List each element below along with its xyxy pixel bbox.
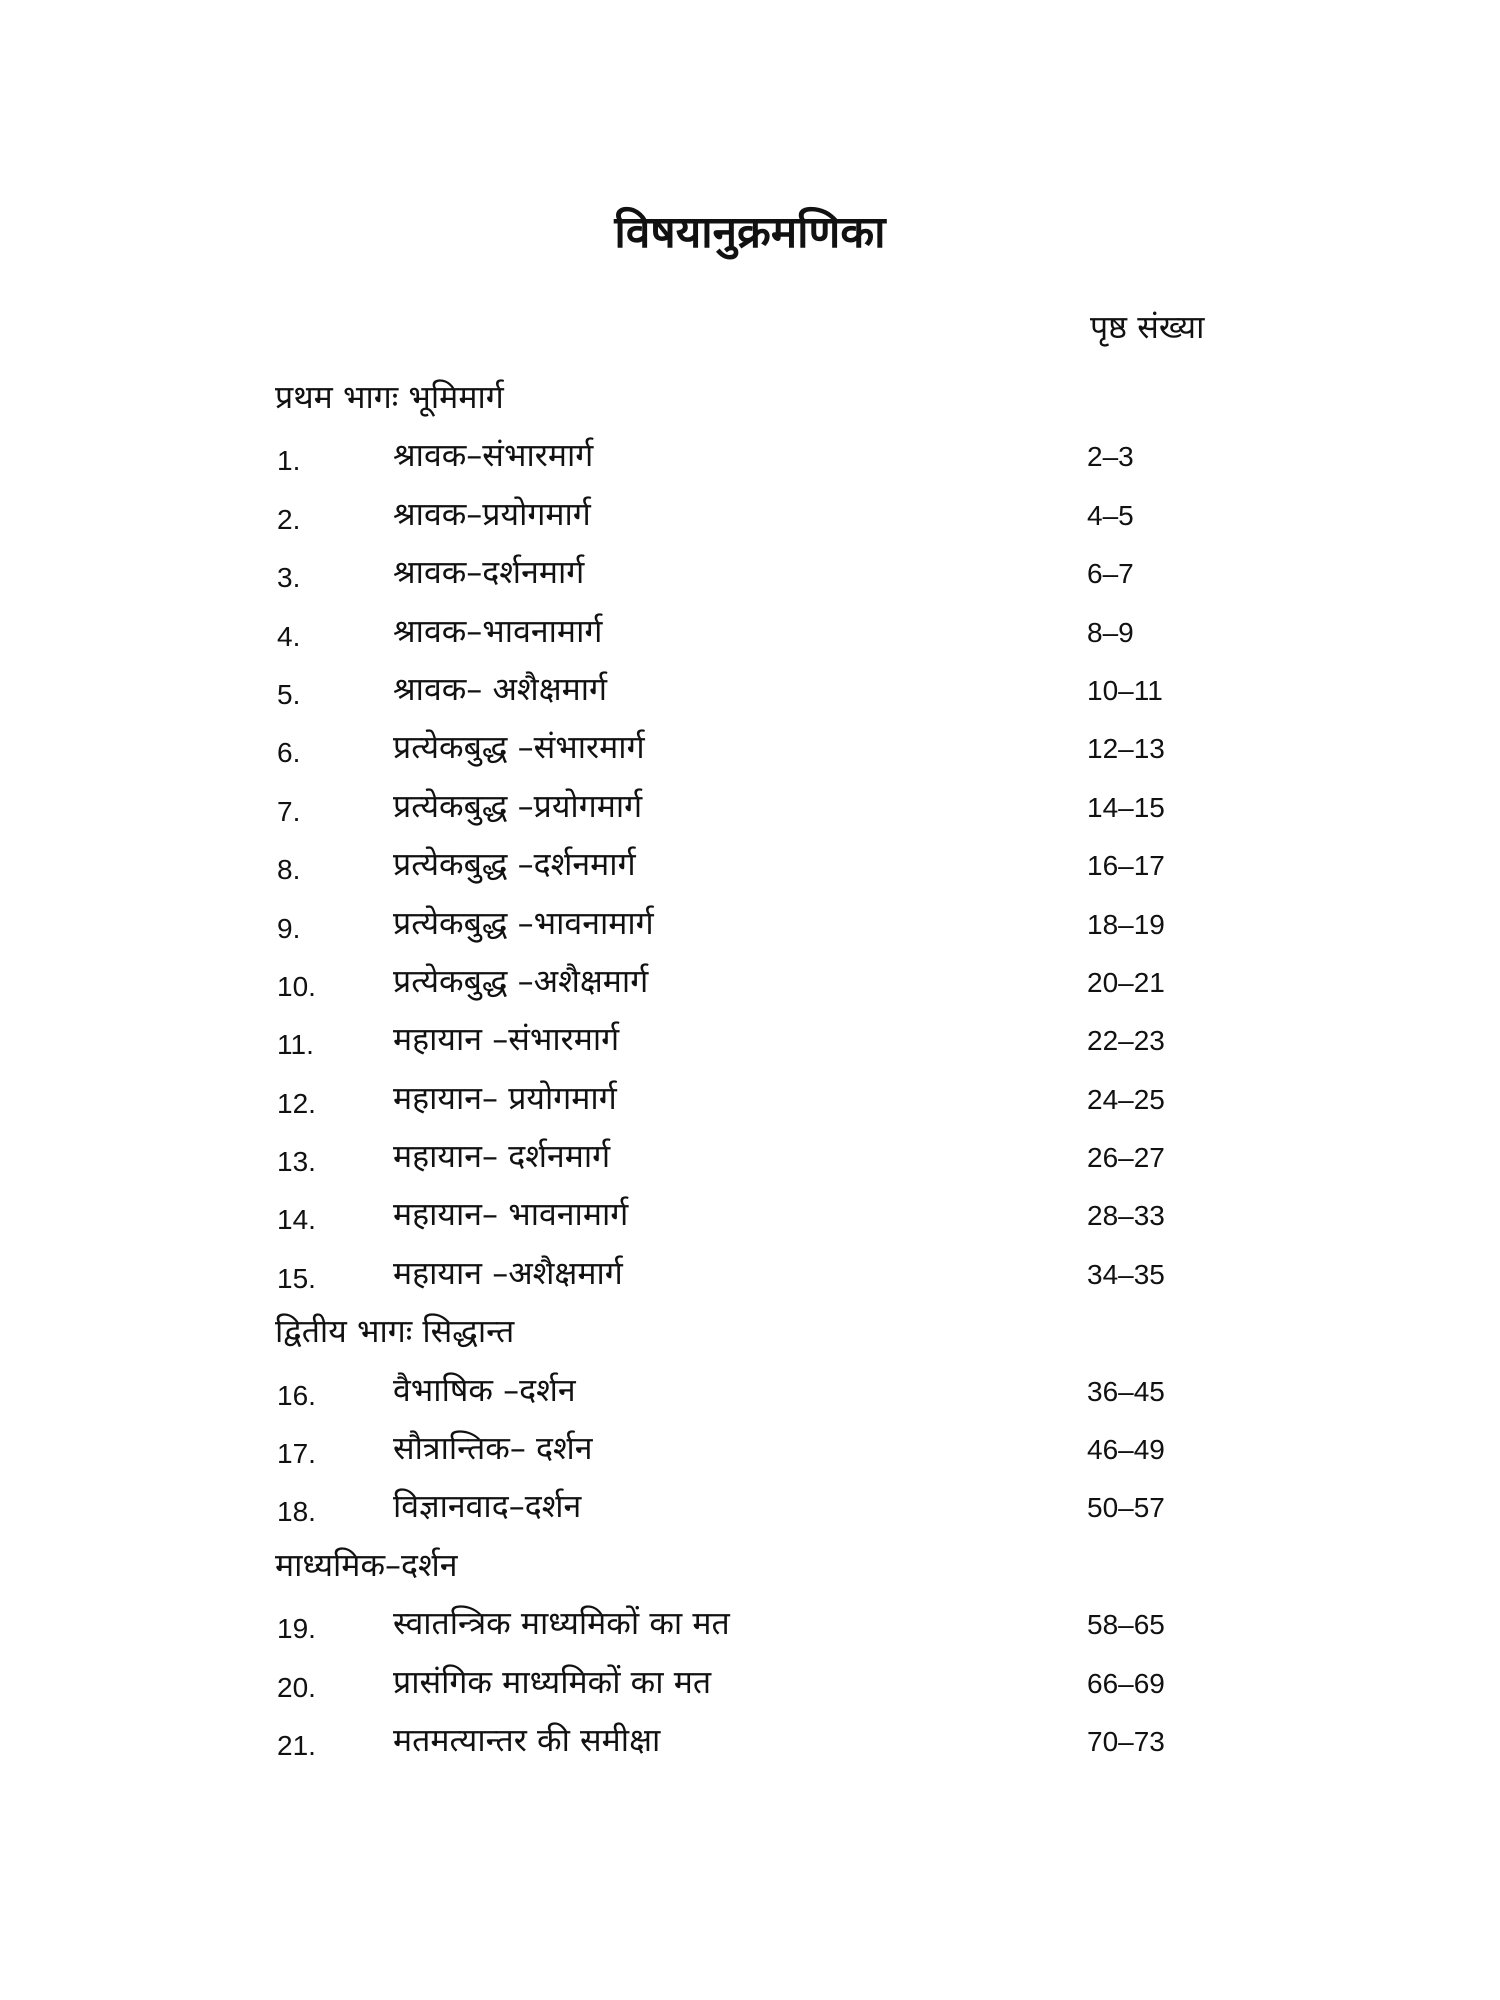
- toc-entry-pages: 20–21: [1087, 966, 1165, 998]
- toc-entry: [275, 1185, 1275, 1243]
- toc-entry-pages: 58–65: [1087, 1609, 1165, 1641]
- toc-entry: [275, 1244, 1275, 1302]
- toc-entry-number: 9.: [277, 912, 301, 944]
- toc-entry-number: 16.: [277, 1379, 316, 1411]
- toc-entry-number: 5.: [277, 678, 301, 710]
- toc-entry: [275, 602, 1275, 660]
- toc-entry: [275, 1711, 1275, 1769]
- toc-entry-title: श्रावक–दर्शनमार्ग: [393, 553, 585, 592]
- toc-entry-pages: 28–33: [1087, 1200, 1165, 1232]
- toc-entry-number: 13.: [277, 1146, 316, 1178]
- toc-entry-title: महायान– दर्शनमार्ग: [393, 1137, 611, 1176]
- toc-entry-title: महायान –अशैक्षमार्ग: [393, 1253, 623, 1292]
- toc-entry: [275, 1069, 1275, 1127]
- table-of-contents: [275, 368, 1275, 1769]
- toc-entry-pages: 4–5: [1087, 499, 1134, 531]
- toc-entry-number: 3.: [277, 562, 301, 594]
- toc-entry-pages: 22–23: [1087, 1025, 1165, 1057]
- toc-entry: [275, 1594, 1275, 1652]
- toc-entry: [275, 1477, 1275, 1535]
- toc-entry-number: 1.: [277, 445, 301, 477]
- toc-entry-pages: 36–45: [1087, 1375, 1165, 1407]
- toc-entry-number: 10.: [277, 970, 316, 1002]
- toc-entry-title: वैभाषिक –दर्शन: [393, 1370, 576, 1409]
- toc-entry-number: 7.: [277, 795, 301, 827]
- toc-entry: [275, 426, 1275, 484]
- toc-entry-title: महायान –संभारमार्ग: [393, 1020, 620, 1059]
- section-heading: [275, 1536, 1275, 1594]
- toc-entry-number: 2.: [277, 503, 301, 535]
- section-heading: [275, 1302, 1275, 1360]
- section-heading-label: माध्यमिक–दर्शन: [275, 1545, 458, 1584]
- page-title: विषयानुक्रमणिका: [614, 207, 886, 258]
- toc-entry: [275, 718, 1275, 776]
- toc-entry-number: 6.: [277, 737, 301, 769]
- toc-entry-pages: 6–7: [1087, 558, 1134, 590]
- toc-entry-title: महायान– भावनामार्ग: [393, 1195, 629, 1234]
- toc-entry-pages: 34–35: [1087, 1258, 1165, 1290]
- toc-entry-pages: 70–73: [1087, 1725, 1165, 1757]
- toc-entry-number: 4.: [277, 620, 301, 652]
- toc-entry: [275, 777, 1275, 835]
- toc-entry-title: श्रावक–संभारमार्ग: [393, 436, 594, 475]
- toc-entry-pages: 50–57: [1087, 1492, 1165, 1524]
- toc-entry: [275, 1419, 1275, 1477]
- toc-entry-pages: 66–69: [1087, 1667, 1165, 1699]
- toc-entry: [275, 1127, 1275, 1185]
- toc-entry-pages: 2–3: [1087, 441, 1134, 473]
- toc-entry: [275, 1010, 1275, 1068]
- toc-entry-title: स्वातन्त्रिक माध्यमिकों का मत: [393, 1604, 730, 1643]
- toc-entry: [275, 894, 1275, 952]
- toc-entry-title: महायान– प्रयोगमार्ग: [393, 1078, 617, 1117]
- toc-entry-number: 15.: [277, 1262, 316, 1294]
- toc-entry-title: प्रत्येकबुद्ध –भावनामार्ग: [393, 903, 654, 942]
- toc-entry: [275, 1653, 1275, 1711]
- toc-entry-title: सौत्रान्तिक– दर्शन: [393, 1429, 593, 1468]
- toc-entry-number: 18.: [277, 1496, 316, 1528]
- toc-entry-pages: 16–17: [1087, 850, 1165, 882]
- toc-entry-number: 19.: [277, 1613, 316, 1645]
- toc-entry-pages: 8–9: [1087, 616, 1134, 648]
- section-heading: [275, 368, 1275, 426]
- toc-entry-pages: 18–19: [1087, 908, 1165, 940]
- toc-entry: [275, 543, 1275, 601]
- section-heading-label: प्रथम भागः भूमिमार्ग: [275, 378, 504, 416]
- toc-entry-pages: 24–25: [1087, 1083, 1165, 1115]
- toc-entry-number: 20.: [277, 1671, 316, 1703]
- toc-entry-title: मतमत्यान्तर की समीक्षा: [393, 1720, 661, 1759]
- toc-entry: [275, 1361, 1275, 1419]
- toc-entry-number: 21.: [277, 1729, 316, 1761]
- toc-entry-number: 8.: [277, 854, 301, 886]
- toc-entry-title: प्रत्येकबुद्ध –दर्शनमार्ग: [393, 845, 636, 884]
- page-number-column-heading: पृष्ठ संख्या: [1090, 308, 1205, 346]
- toc-entry-number: 17.: [277, 1438, 316, 1470]
- toc-entry: [275, 485, 1275, 543]
- toc-entry-title: प्रत्येकबुद्ध –संभारमार्ग: [393, 728, 645, 767]
- toc-entry-title: प्रत्येकबुद्ध –अशैक्षमार्ग: [393, 961, 649, 1000]
- toc-entry-number: 11.: [277, 1029, 314, 1061]
- toc-entry-pages: 10–11: [1087, 674, 1163, 706]
- toc-entry: [275, 660, 1275, 718]
- toc-entry-title: श्रावक–भावनामार्ग: [393, 611, 603, 650]
- toc-entry-title: प्रत्येकबुद्ध –प्रयोगमार्ग: [393, 786, 643, 825]
- toc-entry-title: श्रावक– अशैक्षमार्ग: [393, 669, 608, 708]
- toc-entry: [275, 952, 1275, 1010]
- toc-entry: [275, 835, 1275, 893]
- toc-entry-number: 14.: [277, 1204, 316, 1236]
- toc-entry-title: प्रासंगिक माध्यमिकों का मत: [393, 1662, 712, 1701]
- toc-entry-pages: 12–13: [1087, 733, 1165, 765]
- toc-entry-number: 12.: [277, 1087, 316, 1119]
- toc-entry-title: श्रावक–प्रयोगमार्ग: [393, 494, 591, 533]
- toc-entry-pages: 14–15: [1087, 791, 1165, 823]
- toc-entry-pages: 26–27: [1087, 1142, 1165, 1174]
- toc-entry-title: विज्ञानवाद–दर्शन: [393, 1487, 582, 1526]
- section-heading-label: द्वितीय भागः सिद्धान्त: [275, 1312, 515, 1351]
- toc-entry-pages: 46–49: [1087, 1434, 1165, 1466]
